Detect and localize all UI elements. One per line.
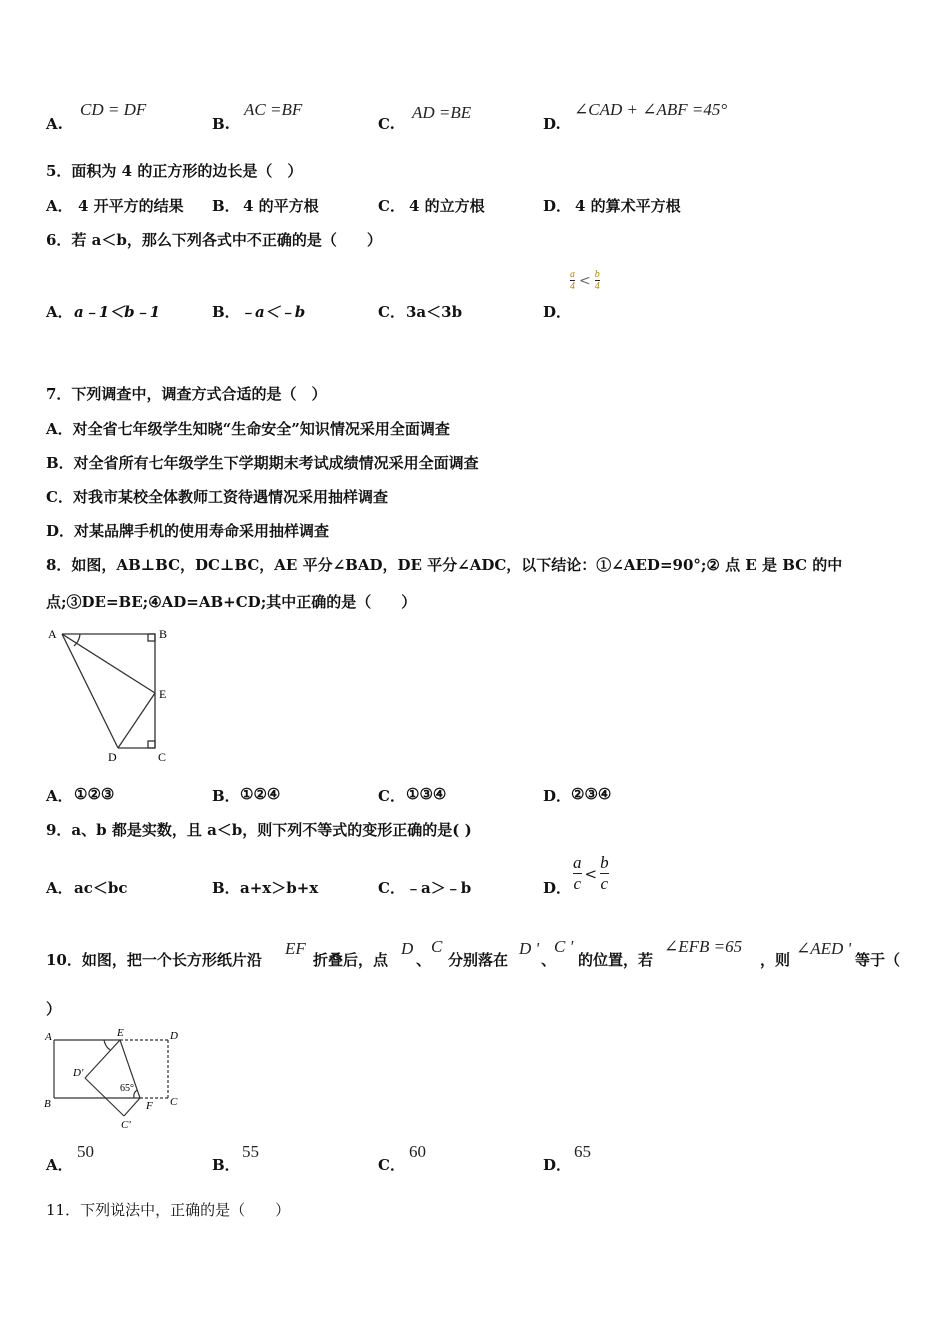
q5-option-d-letter: D． (543, 197, 572, 215)
q8-label-e: E (159, 687, 167, 701)
q8-figure (40, 620, 180, 770)
q8-right-angle-c (148, 741, 155, 748)
q10-stem-p2: 折叠后，点 (313, 951, 389, 969)
q6-option-d-fraction (570, 269, 600, 292)
q10-label-f: F (146, 1100, 153, 1112)
q10-line-ed-prime (85, 1040, 120, 1078)
q6-stem: 6．若 a＜b，那么下列各式中不正确的是（ ） (46, 231, 382, 249)
q10-stem-p7: ，则 (760, 951, 791, 969)
q9-frac-left-den: c (573, 874, 582, 893)
q10-option-a-letter: A． (46, 1156, 73, 1174)
q8-label-a: A (48, 627, 57, 641)
q8-stem-line2: 点;③DE=BE;④AD=AB+CD;其中正确的是（ ） (46, 593, 417, 611)
q9-frac-right (600, 853, 609, 894)
q10-angle-arc-e (104, 1040, 110, 1050)
q10-stem-p6: 的位置，若 (578, 951, 654, 969)
q6-option-b-text: ﹣a＜﹣b (240, 303, 306, 321)
q7-stem: 7．下列调查中，调查方式合适的是（ ） (46, 385, 327, 403)
q4-option-b-expr: AC =BF (244, 100, 303, 119)
q8-option-b-text: ①②④ (240, 785, 281, 803)
q10-stem-p4: 分别落在 (448, 951, 509, 969)
q7-option-d: D．对某品牌手机的使用寿命采用抽样调查 (46, 522, 330, 540)
q10-option-d-text: 65 (574, 1142, 591, 1161)
q10-line-cp-f (124, 1098, 140, 1116)
q10-figure (40, 1026, 190, 1136)
q4-option-d-expr: ∠CAD + ∠ABF =45° (574, 100, 728, 119)
q7-option-b: B．对全省所有七年级学生下学期期末考试成绩情况采用全面调查 (46, 454, 479, 472)
q8-option-b-letter: B． (212, 787, 240, 805)
q6-option-b-letter: B． (212, 303, 240, 321)
q5-option-d-text: 4 的算术平方根 (575, 197, 681, 215)
q10-stem-p8: 等于（ (855, 951, 901, 969)
q6-frac-right-num: b (594, 269, 600, 280)
q9-frac-left (573, 853, 582, 894)
q10-label-d: D (170, 1030, 178, 1042)
q9-frac-right-num: b (600, 853, 609, 872)
q4-option-c-letter: C. (378, 115, 395, 133)
q10-stem-m2: D (401, 939, 414, 958)
q5-option-c-text: 4 的立方根 (409, 197, 485, 215)
q9-option-d-fraction (573, 853, 609, 894)
q8-option-c-text: ①③④ (406, 785, 447, 803)
q9-option-a-letter: A． (46, 879, 73, 897)
q10-option-a-text: 50 (77, 1142, 94, 1161)
q10-label-e: E (117, 1027, 124, 1039)
q10-label-d-prime: D' (73, 1067, 84, 1079)
q8-option-d-letter: D． (543, 787, 572, 805)
q10-stem-p5: 、 (541, 951, 557, 969)
q8-label-d: D (108, 750, 117, 764)
q9-option-b-letter: B． (212, 879, 240, 897)
q10-label-angle: 65° (120, 1083, 134, 1094)
q10-stem-m7: ∠AED ' (796, 939, 852, 958)
q8-option-a-text: ①②③ (74, 785, 115, 803)
q6-option-c-letter: C． (378, 303, 405, 321)
q4-option-a-letter: A. (46, 115, 63, 133)
q10-line-dp-cp (85, 1078, 124, 1116)
q10-stem-m3: C (431, 937, 443, 956)
q9-option-c-letter: C． (378, 879, 405, 897)
q6-option-a-text: a﹣1＜b﹣1 (74, 303, 161, 321)
q7-option-c: C．对我市某校全体教师工资待遇情况采用抽样调查 (46, 488, 388, 506)
q4-option-a-expr: CD = DF (80, 100, 147, 119)
q10-label-c: C (170, 1096, 178, 1108)
q10-option-b-letter: B． (212, 1156, 240, 1174)
q9-option-a-text: ac＜bc (74, 879, 128, 897)
q5-option-b-letter: B． (212, 197, 240, 215)
q9-stem: 9．a、b 都是实数，且 a＜b，则下列不等式的变形正确的是( ) (46, 821, 472, 839)
q5-option-b-text: 4 的平方根 (243, 197, 319, 215)
q10-label-b: B (44, 1098, 51, 1110)
q6-frac-left-num: a (570, 269, 575, 280)
q10-stem-m4: D ' (519, 939, 540, 958)
q10-option-c-text: 60 (409, 1142, 426, 1161)
q6-option-a-letter: A． (46, 303, 73, 321)
q4-option-d-letter: D. (543, 115, 561, 133)
q9-option-b-text: a+x＞b+x (240, 879, 319, 897)
q8-stem-line1: 8．如图，AB⊥BC，DC⊥BC，AE 平分∠BAD，DE 平分∠ADC，以下结论：①∠AED=90°;② 点 E 是 BC 的中 (46, 556, 843, 574)
q10-label-a: A (45, 1031, 52, 1043)
q9-frac-left-num: a (573, 853, 582, 872)
q6-frac-right-den: 4 (594, 281, 600, 292)
q10-option-c-letter: C． (378, 1156, 405, 1174)
q8-label-c: C (158, 750, 167, 764)
q10-label-c-prime: C' (121, 1119, 131, 1131)
q10-stem-m5: C ' (554, 937, 574, 956)
q5-option-a-letter: A． (46, 197, 73, 215)
q6-frac-left-den: 4 (570, 281, 575, 292)
q6-frac-left (570, 269, 575, 292)
q6-option-c-text: 3a＜3b (406, 303, 463, 321)
q7-option-a: A．对全省七年级学生知晓“生命安全”知识情况采用全面调查 (46, 420, 450, 438)
q11-stem: 11．下列说法中，正确的是（ ） (46, 1201, 291, 1219)
q6-frac-rel: < (579, 272, 591, 289)
q6-frac-right (595, 269, 600, 292)
q9-frac-rel: < (584, 864, 598, 883)
q9-option-c-text: ﹣a＞﹣b (406, 879, 472, 897)
q8-option-d-text: ②③④ (571, 785, 612, 803)
q10-stem-m6: ∠EFB =65 (664, 937, 743, 956)
q10-option-d-letter: D． (543, 1156, 572, 1174)
q10-stem-m1: EF (285, 939, 306, 958)
q8-label-b: B (159, 627, 168, 641)
q8-right-angle-b (148, 634, 155, 641)
q10-stem-p3: 、 (416, 951, 432, 969)
q10-option-b-text: 55 (242, 1142, 259, 1161)
q9-option-d-letter: D． (543, 879, 572, 897)
q6-option-d-letter: D． (543, 303, 572, 321)
q9-frac-right-den: c (600, 874, 609, 893)
q4-option-b-letter: B. (212, 115, 230, 133)
q4-option-c-expr: AD =BE (412, 103, 472, 122)
q10-stem-p1: 10．如图，把一个长方形纸片沿 (46, 951, 262, 969)
q8-line-de (118, 693, 155, 748)
q5-option-c-letter: C． (378, 197, 405, 215)
q8-option-c-letter: C． (378, 787, 405, 805)
q10-stem-close: ） (46, 1000, 62, 1018)
q10-angle-arc-f (134, 1090, 137, 1098)
q5-stem: 5．面积为 4 的正方形的边长是（ ） (46, 162, 303, 180)
q5-option-a-text: 4 开平方的结果 (78, 197, 184, 215)
q8-option-a-letter: A． (46, 787, 73, 805)
